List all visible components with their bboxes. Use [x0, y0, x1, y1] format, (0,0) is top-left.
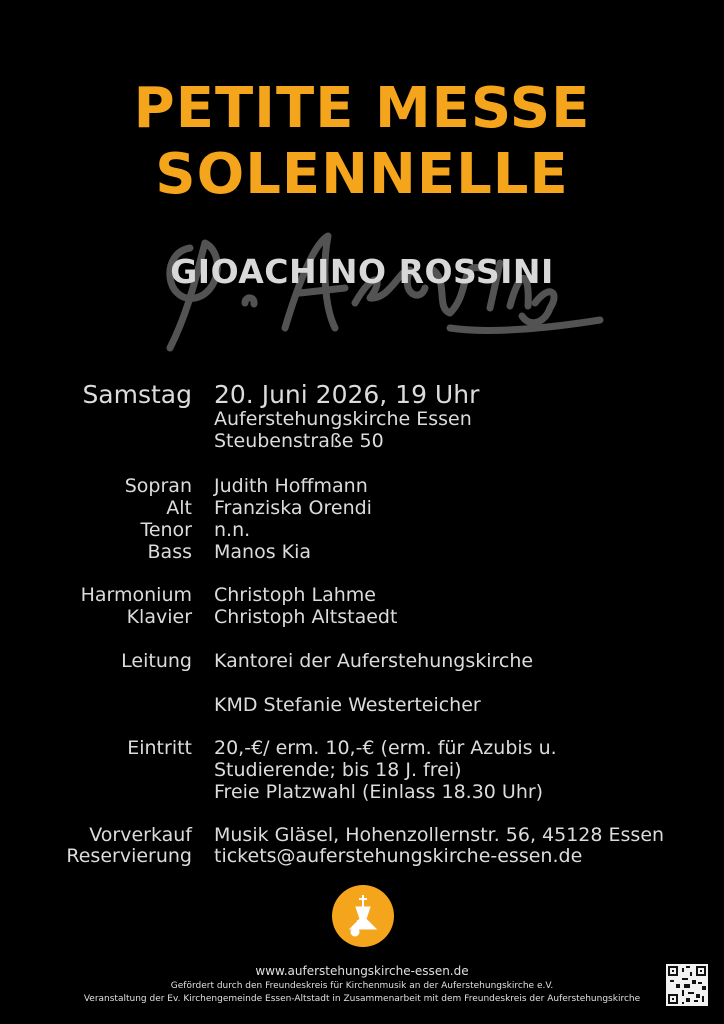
qr-code-icon[interactable]	[666, 964, 708, 1006]
reservation-email[interactable]: tickets@auferstehungskirche-essen.de	[214, 845, 583, 867]
instrument-role: Harmonium	[80, 584, 192, 606]
soloist-role: Bass	[147, 541, 192, 563]
date-time: 20. Juni 2026, 19 Uhr	[214, 380, 480, 409]
soloist-role: Tenor	[140, 519, 192, 541]
venue: Auferstehungskirche Essen	[214, 408, 472, 430]
soloist-name: Franziska Orendi	[214, 497, 372, 519]
composer-name: GIOACHINO ROSSINI	[170, 252, 554, 291]
day-label: Samstag	[82, 380, 192, 409]
choir-name: Kantorei der Auferstehungskirche	[214, 650, 534, 672]
reservation-label: Reservierung	[66, 845, 192, 867]
admission-line-1: 20,-€/ erm. 10,-€ (erm. für Azubis u.	[214, 737, 557, 759]
soloist-name: Manos Kia	[214, 541, 312, 563]
address: Steubenstraße 50	[214, 430, 384, 452]
admission-line-2: Studierende; bis 18 J. frei)	[214, 759, 462, 781]
instrument-player: Christoph Lahme	[214, 584, 376, 606]
conductor-name: KMD Stefanie Westerteicher	[214, 694, 481, 716]
admission-label: Eintritt	[127, 737, 192, 759]
direction-label: Leitung	[121, 650, 192, 672]
instrument-role: Klavier	[126, 606, 192, 628]
title-line-2: SOLENNELLE	[155, 142, 569, 207]
presale-value: Musik Gläsel, Hohenzollernstr. 56, 45128 Essen	[214, 824, 665, 846]
title-line-1: PETITE MESSE	[133, 76, 591, 141]
presale-label: Vorverkauf	[89, 824, 192, 846]
soloist-name: Judith Hoffmann	[214, 475, 368, 497]
instrument-player: Christoph Altstaedt	[214, 606, 398, 628]
website-link[interactable]: www.auferstehungskirche-essen.de	[255, 964, 469, 978]
sponsor-note: Gefördert durch den Freundeskreis für Kirchenmusik an der Auferstehungskirche e.V.	[170, 981, 554, 991]
organizer-note: Veranstaltung der Ev. Kirchengemeinde Essen-Altstadt in Zusammenarbeit mit dem Freundeskreis der Auferstehungskirche	[83, 994, 641, 1004]
soloist-role: Alt	[166, 497, 192, 519]
church-emblem-icon	[332, 885, 394, 947]
admission-line-3: Freie Platzwahl (Einlass 18.30 Uhr)	[214, 781, 544, 803]
soloist-role: Sopran	[124, 475, 192, 497]
soloist-name: n.n.	[214, 519, 251, 541]
